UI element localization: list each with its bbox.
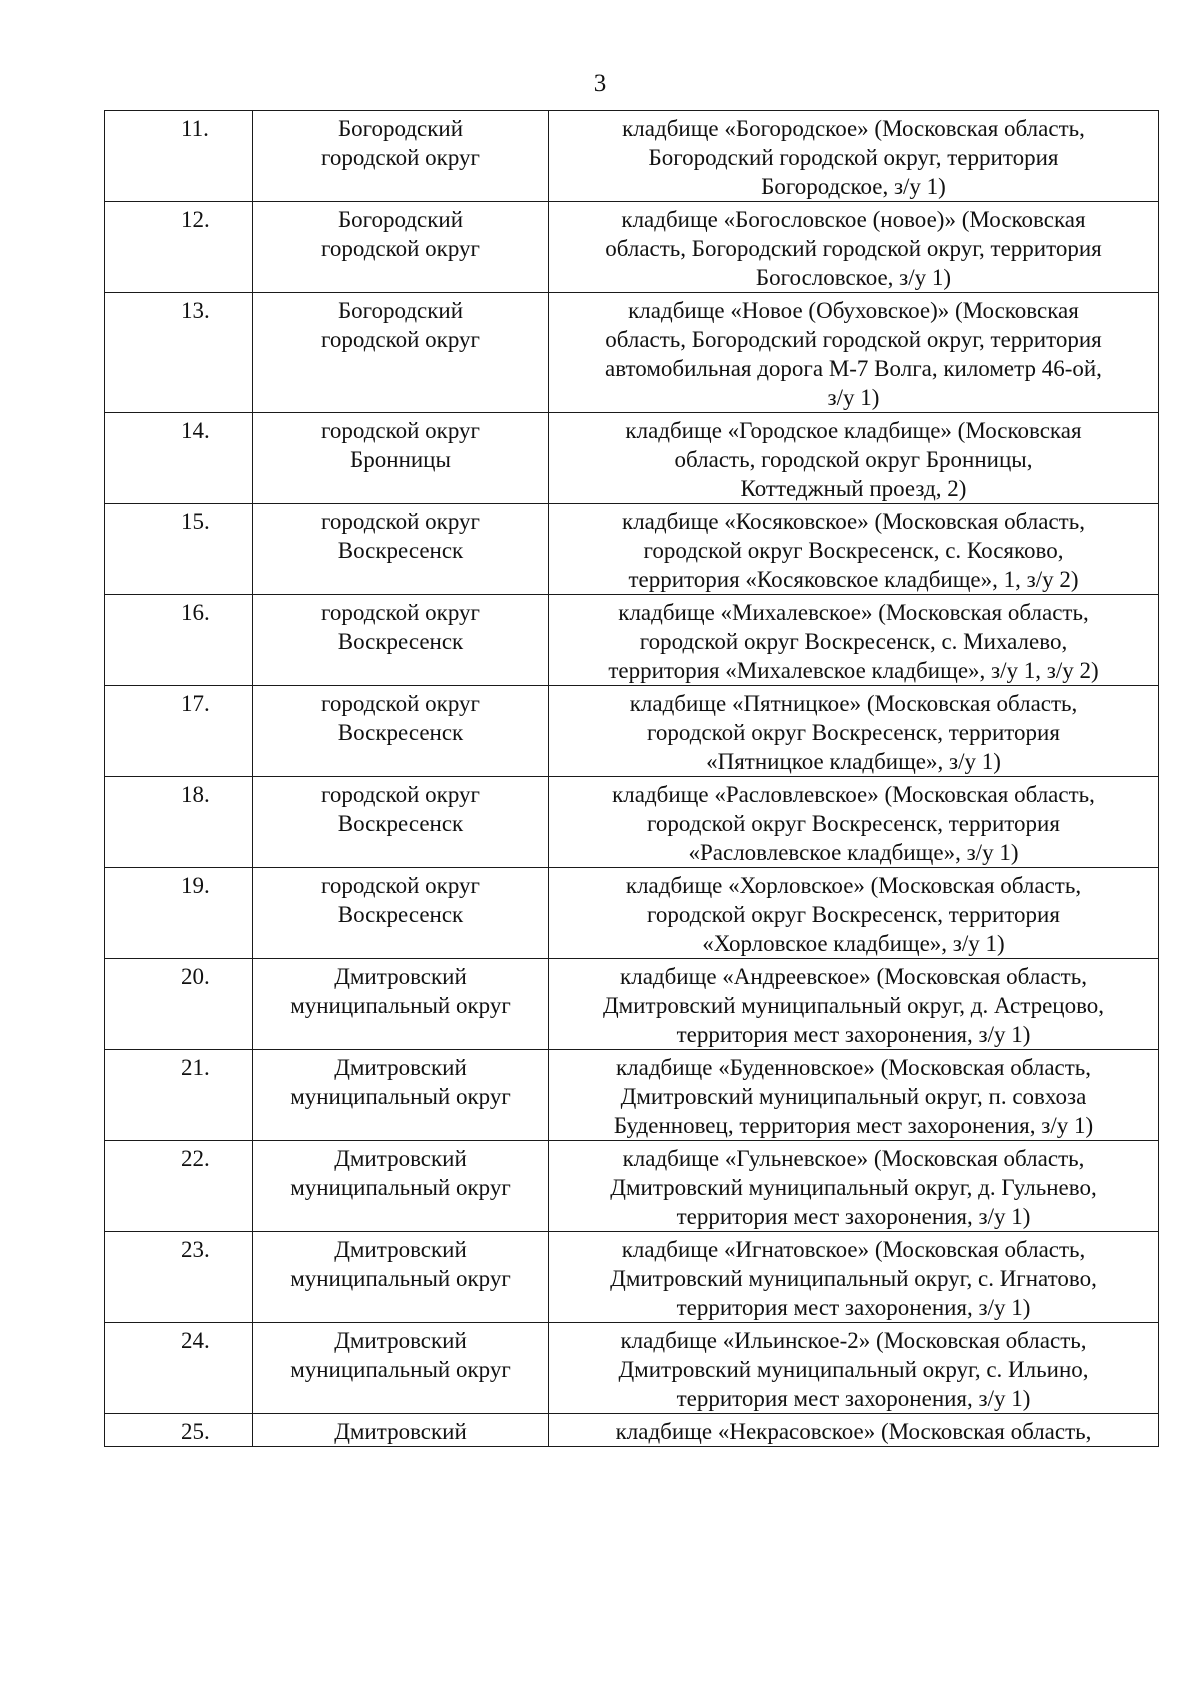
table-row [105,959,1159,1050]
place-line: Богородский городской округ, территория [648,145,1059,170]
district-line: муниципальный округ [290,993,511,1018]
place-line: кладбище «Михалевское» (Московская область, [618,600,1089,625]
place-line: кладбище «Хорловское» (Московская область, [625,873,1082,898]
district-line: городской округ [321,418,480,443]
district-cell [253,1141,549,1232]
place-line: кладбище «Косяковское» (Московская область, [622,509,1085,534]
district-cell [253,293,549,413]
district-line: муниципальный округ [290,1357,511,1382]
district-cell [253,777,549,868]
row-number: 11. [105,111,253,202]
place-cell [549,1232,1159,1323]
district-line: городской округ [321,509,480,534]
district-line: Воскресенск [337,902,464,927]
district-cell [253,413,549,504]
table-row [105,686,1159,777]
cemetery-table [104,110,1159,1447]
district-cell [253,1414,549,1447]
district-line: Дмитровский [334,1328,467,1353]
table-row [105,595,1159,686]
place-line: з/у 1) [827,385,880,410]
place-line: кладбище «Новое (Обуховское)» (Московская [628,298,1079,323]
row-number: 15. [105,504,253,595]
place-line: городской округ Воскресенск, территория [647,811,1060,836]
place-line: территория «Косяковское кладбище», 1, з/у 2) [628,567,1079,592]
row-number: 13. [105,293,253,413]
district-line: городской округ [321,145,480,170]
place-line: Богородское, з/у 1) [761,174,946,199]
place-line: городской округ Воскресенск, территория [647,902,1060,927]
place-line: «Пятницкое кладбище», з/у 1) [706,749,1001,774]
table-row [105,777,1159,868]
district-cell [253,868,549,959]
place-line: Дмитровский муниципальный округ, п. совхоза [620,1084,1087,1109]
district-line: городской округ [321,691,480,716]
row-number: 20. [105,959,253,1050]
district-line: Воскресенск [337,629,464,654]
district-line: Воскресенск [337,538,464,563]
place-line: территория мест захоронения, з/у 1) [676,1295,1031,1320]
place-line: территория мест захоронения, з/у 1) [676,1386,1031,1411]
district-line: городской округ [321,327,480,352]
place-line: кладбище «Расловлевское» (Московская область, [612,782,1095,807]
district-line: Дмитровский [334,1055,467,1080]
district-line: муниципальный округ [290,1084,511,1109]
place-line: кладбище «Богородское» (Московская область, [622,116,1085,141]
district-cell [253,595,549,686]
district-line: городской округ [321,600,480,625]
place-cell [549,686,1159,777]
row-number: 18. [105,777,253,868]
table-row [105,1141,1159,1232]
place-cell [549,595,1159,686]
district-cell [253,686,549,777]
place-line: автомобильная дорога М-7 Волга, километр 46-ой, [605,356,1102,381]
district-line: городской округ [321,782,480,807]
table-row [105,504,1159,595]
district-line: Богородский [337,298,464,323]
place-line: территория мест захоронения, з/у 1) [676,1022,1031,1047]
district-line: муниципальный округ [290,1175,511,1200]
district-cell [253,1232,549,1323]
place-line: территория «Михалевское кладбище», з/у 1, з/у 2) [608,658,1099,683]
row-number: 14. [105,413,253,504]
place-line: «Расловлевское кладбище», з/у 1) [688,840,1019,865]
place-line: кладбище «Богословское (новое)» (Московская [621,207,1086,232]
place-line: Дмитровский муниципальный округ, д. Астрецово, [602,993,1105,1018]
place-cell [549,202,1159,293]
place-line: кладбище «Гульневское» (Московская область, [622,1146,1085,1171]
table-row [105,1050,1159,1141]
place-line: Дмитровский муниципальный округ, д. Гульнево, [610,1175,1097,1200]
place-line: Дмитровский муниципальный округ, с. Ильино, [618,1357,1089,1382]
district-cell [253,504,549,595]
place-line: кладбище «Городское кладбище» (Московская [625,418,1082,443]
place-line: Буденновец, территория мест захоронения, з/у 1) [613,1113,1094,1138]
place-cell [549,504,1159,595]
table-row [105,1232,1159,1323]
row-number: 19. [105,868,253,959]
table-row [105,413,1159,504]
place-line: городской округ Воскресенск, с. Косяково, [643,538,1064,563]
table-row [105,111,1159,202]
place-line: область, Богородский городской округ, территория [605,327,1102,352]
district-line: Дмитровский [334,1419,467,1444]
place-line: кладбище «Пятницкое» (Московская область, [629,691,1078,716]
place-cell [549,1141,1159,1232]
place-cell [549,1050,1159,1141]
table-body [105,111,1159,1447]
place-line: Богословское, з/у 1) [755,265,952,290]
place-cell [549,868,1159,959]
table-row [105,1323,1159,1414]
place-line: область, Богородский городской округ, территория [605,236,1102,261]
place-line: кладбище «Ильинское-2» (Московская область, [620,1328,1087,1353]
row-number: 16. [105,595,253,686]
table-row [105,202,1159,293]
place-line: Коттеджный проезд, 2) [740,476,967,501]
row-number: 25. [105,1414,253,1447]
place-cell [549,111,1159,202]
row-number: 17. [105,686,253,777]
place-cell [549,777,1159,868]
district-line: Дмитровский [334,964,467,989]
district-line: Дмитровский [334,1237,467,1262]
row-number: 22. [105,1141,253,1232]
district-cell [253,1050,549,1141]
place-line: область, городской округ Бронницы, [674,447,1033,472]
row-number: 23. [105,1232,253,1323]
row-number: 21. [105,1050,253,1141]
table-row [105,1414,1159,1447]
district-line: Воскресенск [337,811,464,836]
district-line: Богородский [337,116,464,141]
place-line: кладбище «Игнатовское» (Московская область, [621,1237,1086,1262]
place-line: кладбище «Некрасовское» (Московская область, [615,1419,1092,1444]
district-cell [253,202,549,293]
district-line: Бронницы [350,447,451,472]
district-line: муниципальный округ [290,1266,511,1291]
table-row [105,293,1159,413]
place-cell [549,1414,1159,1447]
place-line: городской округ Воскресенск, с. Михалево, [639,629,1068,654]
place-cell [549,1323,1159,1414]
place-line: Дмитровский муниципальный округ, с. Игнатово, [610,1266,1097,1291]
place-cell [549,413,1159,504]
district-line: Дмитровский [334,1146,467,1171]
row-number: 24. [105,1323,253,1414]
district-cell [253,1323,549,1414]
place-cell [549,293,1159,413]
district-line: Воскресенск [337,720,464,745]
place-line: кладбище «Буденновское» (Московская область, [615,1055,1092,1080]
place-cell [549,959,1159,1050]
place-line: кладбище «Андреевское» (Московская область, [620,964,1087,989]
district-cell [253,111,549,202]
place-line: территория мест захоронения, з/у 1) [676,1204,1031,1229]
page-number: 3 [593,70,607,97]
district-cell [253,959,549,1050]
row-number: 12. [105,202,253,293]
place-line: городской округ Воскресенск, территория [647,720,1060,745]
district-line: городской округ [321,236,480,261]
table-row [105,868,1159,959]
district-line: городской округ [321,873,480,898]
district-line: Богородский [337,207,464,232]
place-line: «Хорловское кладбище», з/у 1) [702,931,1005,956]
